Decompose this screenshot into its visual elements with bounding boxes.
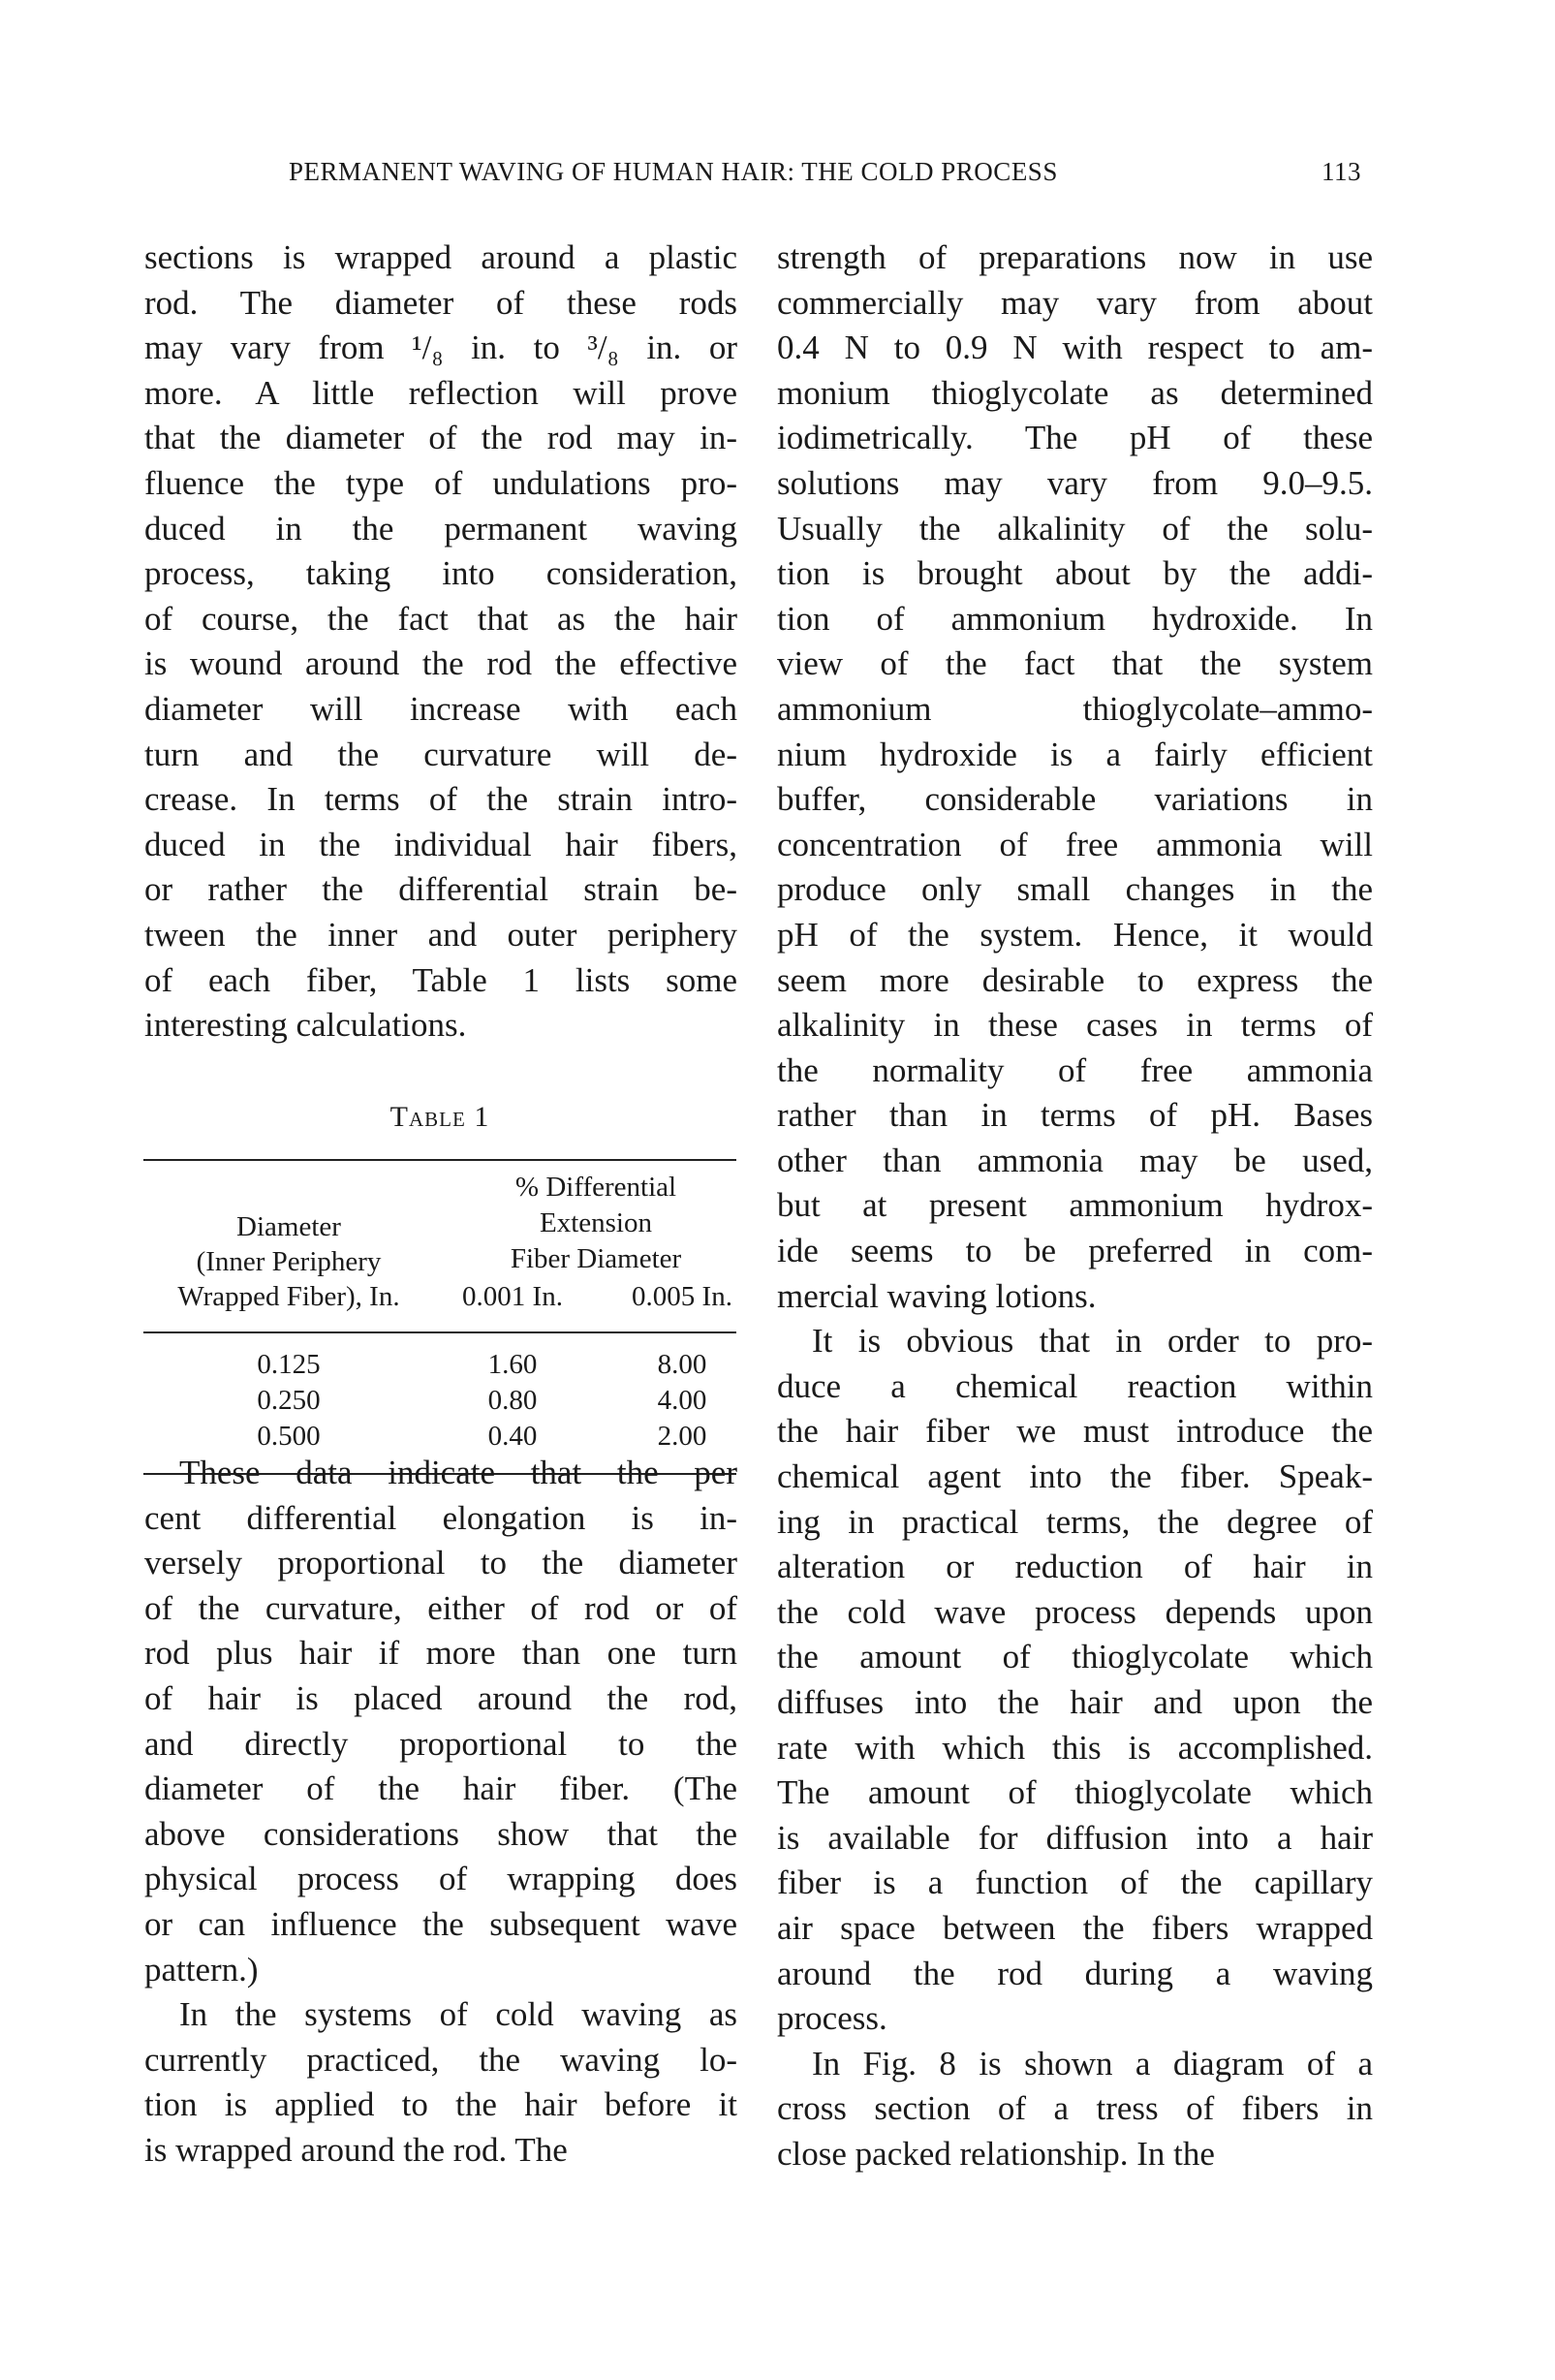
text-line: ide seems to be preferred in com- [777,1232,1373,1270]
group-header-line: Extension [540,1207,652,1238]
text-line: mercial waving lotions. [777,1276,1097,1315]
text-line: crease. In terms of the strain intro- [144,780,737,819]
text-line: or rather the differential strain be- [144,870,737,909]
text-line: alkalinity in these cases in terms of [777,1006,1373,1045]
text-line: turn and the curvature will de- [144,735,737,773]
text-line: It is obvious that in order to pro- [812,1322,1373,1361]
text-line: the amount of thioglycolate which [777,1638,1373,1676]
text-line: the cold wave process depends upon [777,1592,1373,1631]
text-line: close packed relationship. In the [777,2134,1215,2173]
text-line: tion is applied to the hair before it [144,2085,737,2124]
text-line: tion is brought about by the addi- [777,554,1373,593]
text-line: and directly proportional to the [144,1724,737,1763]
text-line: In Fig. 8 is shown a diagram of a [812,2044,1373,2082]
text-line: seem more desirable to express the [777,960,1373,999]
col3-header: 0.005 In. [632,1281,732,1312]
text-line: the hair fiber we must introduce the [777,1412,1373,1451]
col1-header-line: (Inner Periphery [196,1246,382,1277]
text-line: strength of preparations now in use [777,238,1373,276]
text-line: is available for diffusion into a hair [777,1818,1373,1857]
text-line: is wrapped around the rod. The [144,2130,568,2169]
text-line: rod. The diameter of these rods [144,283,737,322]
right-column-text [777,235,1373,2177]
table-header-rule [143,1331,736,1333]
text-line: more. A little reflection will prove [144,373,737,412]
table-cell: 2.00 [657,1421,707,1452]
text-line: The amount of thioglycolate which [777,1773,1373,1812]
text-line: buffer, considerable variations in [777,780,1373,819]
text-line: rate with which this is accomplished. [777,1728,1373,1767]
text-line: These data indicate that the per [179,1454,737,1491]
text-line: diameter will increase with each [144,689,737,728]
text-line: chemical agent into the fiber. Speak- [777,1457,1373,1496]
text-line: cross section of a tress of fibers in [777,2089,1373,2128]
page-number: 113 [1322,157,1361,186]
text-line: produce only small changes in the [777,870,1373,909]
text-line: In the systems of cold waving as [179,1995,737,2034]
text-line: interesting calculations. [144,1006,467,1045]
left-column-text-bottom [144,1451,737,2174]
text-line: iodimetrically. The pH of these [777,419,1373,457]
text-line: may vary from ¹/₈ in. to ³/₈ in. or [144,329,737,367]
running-header: PERMANENT WAVING OF HUMAN HAIR: THE COLD PROCESS [289,157,1058,186]
text-line: 0.4 N to 0.9 N with respect to am- [777,329,1373,367]
text-line: rather than in terms of pH. Bases [777,1096,1373,1135]
text-line: process, taking into consideration, [144,554,737,593]
text-line: sections is wrapped around a plastic [144,238,737,276]
text-line: tween the inner and outer periphery [144,915,737,954]
text-line: but at present ammonium hydrox- [777,1186,1373,1225]
text-line: fluence the type of undulations pro- [144,463,737,502]
text-line: fiber is a function of the capillary [777,1863,1373,1902]
table-cell: 4.00 [657,1385,707,1416]
table-cell: 0.80 [487,1385,538,1416]
text-line: duced in the individual hair fibers, [144,825,737,863]
text-line: that the diameter of the rod may in- [144,419,737,457]
text-line: commercially may vary from about [777,283,1373,322]
text-line: diameter of the hair fiber. (The [144,1769,737,1808]
text-line: Usually the alkalinity of the solu- [777,509,1373,548]
table-cell: 0.250 [257,1385,321,1416]
text-line: versely proportional to the diameter [144,1544,737,1582]
text-line: of course, the fact that as the hair [144,599,737,638]
table-cell: 0.125 [257,1349,321,1380]
text-line: cent differential elongation is in- [144,1498,737,1537]
text-line: concentration of free ammonia will [777,825,1373,863]
col1-header-line: Diameter [236,1211,341,1242]
text-line: air space between the fibers wrapped [777,1908,1373,1947]
text-line: physical process of wrapping does [144,1860,737,1898]
table-caption: Table 1 [389,1101,490,1133]
table-cell: 1.60 [487,1349,538,1380]
table-top-rule [143,1159,736,1161]
group-header-line: % Differential [514,1172,677,1203]
text-line: diffuses into the hair and upon the [777,1683,1373,1721]
text-line: ammonium thioglycolate–ammo- [777,689,1373,728]
text-line: above considerations show that the [144,1814,737,1853]
text-line: pattern.) [144,1950,259,1989]
col2-header: 0.001 In. [462,1281,563,1312]
table-cell: 0.500 [257,1421,321,1452]
text-line: monium thioglycolate as determined [777,373,1373,412]
text-line: pH of the system. Hence, it would [777,915,1373,954]
text-line: the normality of free ammonia [777,1050,1373,1089]
text-line: of the curvature, either of rod or of [144,1588,737,1627]
text-line: duce a chemical reaction within [777,1366,1373,1405]
table-cell: 8.00 [657,1349,707,1380]
text-line: currently practiced, the waving lo- [144,2040,737,2079]
text-line: alteration or reduction of hair in [777,1548,1373,1586]
group-header-line: Fiber Diameter [510,1243,682,1274]
col1-header-line: Wrapped Fiber), In. [177,1281,400,1312]
text-line: around the rod during a waving [777,1954,1373,1992]
text-line: other than ammonia may be used, [777,1141,1373,1179]
text-line: view of the fact that the system [777,644,1373,683]
table-cell: 0.40 [487,1421,538,1452]
left-column-text-top [144,235,737,1049]
text-line: nium hydroxide is a fairly efficient [777,735,1373,773]
text-line: of hair is placed around the rod, [144,1678,737,1717]
table-1 [143,1095,736,1483]
text-line: duced in the permanent waving [144,509,737,548]
text-line: process. [777,1999,887,2038]
text-line: tion of ammonium hydroxide. In [777,599,1373,638]
text-line: solutions may vary from 9.0–9.5. [777,463,1373,502]
text-line: is wound around the rod the effective [144,644,737,683]
text-line: of each fiber, Table 1 lists some [144,960,737,999]
text-line: ing in practical terms, the degree of [777,1502,1373,1541]
text-line: or can influence the subsequent wave [144,1904,737,1943]
text-line: rod plus hair if more than one turn [144,1634,737,1673]
